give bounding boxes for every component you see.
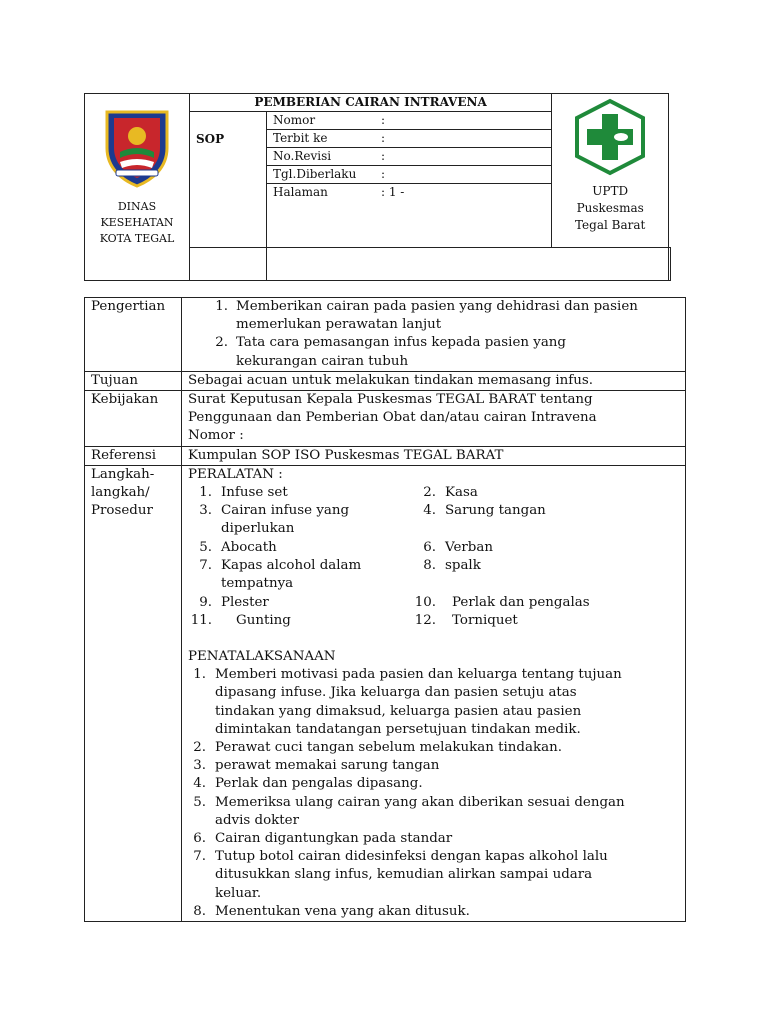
value-prosedur [182, 465, 686, 921]
list-item: 6. Cairan digantungkan pada standar [193, 831, 453, 847]
signature-cell-left [190, 248, 267, 281]
row-tujuan [85, 371, 686, 390]
list-item: 1. Memberikan cairan pada pasien yang dehidrasi dan pasien memerlukan perawatan lanjut [215, 299, 638, 333]
document-title: PEMBERIAN CAIRAN INTRAVENA [190, 94, 552, 112]
row-kebijakan [85, 391, 686, 447]
pengertian-list [188, 298, 681, 371]
list-item: 8. spalk [423, 558, 481, 574]
peralatan-list [188, 484, 681, 648]
list-item: 5. Memeriksa ulang cairan yang akan diberikan sesuai dengan advis dokter [193, 794, 625, 828]
label-kebijakan: Kebijakan [85, 391, 182, 447]
penatalaksanaan-list [188, 666, 681, 921]
row-referensi [85, 446, 686, 465]
list-item: 3. Cairan infuse yang diperlukan [199, 503, 350, 537]
list-item: 2. Perawat cuci tangan sebelum melakukan tindakan. [193, 740, 562, 756]
list-item: 5. Abocath [199, 540, 277, 556]
value-pengertian [182, 298, 686, 372]
dept-name: DINAS KESEHATAN KOTA TEGAL [99, 200, 175, 245]
row-pengertian [85, 298, 686, 372]
doc-field-tgl: Tgl.Diberlaku : [267, 165, 552, 183]
signature-cell-middle [267, 248, 669, 281]
value-kebijakan: Surat Keputusan Kepala Puskesmas TEGAL BARAT tentang Penggunaan dan Pemberian Obat dan/atau cairan Intravena Nomor : [182, 391, 686, 447]
list-item: 3. perawat memakai sarung tangan [193, 758, 440, 774]
value-referensi: Kumpulan SOP ISO Puskesmas TEGAL BARAT [182, 446, 686, 465]
list-item: 9. Plester [199, 595, 269, 611]
label-prosedur: Langkah- langkah/ Prosedur [85, 465, 182, 921]
org-name: UPTD Puskesmas Tegal Barat [574, 184, 646, 232]
list-item: 4. Perlak dan pengalas dipasang. [193, 776, 423, 792]
label-pengertian: Pengertian [85, 298, 182, 372]
puskesmas-logo-icon [569, 98, 651, 176]
list-item: 4. Sarung tangan [423, 503, 546, 519]
list-item: 8. Menentukan vena yang akan ditusuk. [193, 903, 470, 919]
list-item: 11. Gunting [190, 613, 291, 629]
list-item: 10. Perlak dan pengalas [414, 595, 590, 611]
label-referensi: Referensi [85, 446, 182, 465]
value-tujuan: Sebagai acuan untuk melakukan tindakan memasang infus. [182, 371, 686, 390]
list-item: 7. Tutup botol cairan didesinfeksi dengan kapas alkohol lalu ditusukkan slang infus, kemudian alirkan sampai udara keluar. [193, 849, 608, 901]
list-item: 1. Memberi motivasi pada pasien dan keluarga tentang tujuan dipasang infuse. Jika keluarga dan pasien setuju atas tindakan yang dimaksud, keluarga pasien atau pasien dimintakan tandatangan persetujuan tindakan medik. [193, 667, 622, 737]
sop-label: SOP [190, 111, 267, 247]
org-cell [552, 94, 669, 248]
sop-header-table [84, 93, 671, 281]
doc-field-revisi: No.Revisi : [267, 147, 552, 165]
doc-field-terbit: Terbit ke : [267, 129, 552, 147]
dept-cell [85, 94, 190, 281]
list-item: 12. Torniquet [414, 613, 518, 629]
peralatan-title: PERALATAN : [188, 466, 283, 482]
list-item: 2. Kasa [423, 485, 478, 501]
signature-cell-right [669, 248, 671, 281]
row-prosedur [85, 465, 686, 921]
doc-field-halaman: Halaman : 1 - [267, 183, 552, 247]
list-item: 7. Kapas alcohol dalam tempatnya [199, 558, 362, 592]
label-tujuan: Tujuan [85, 371, 182, 390]
doc-field-nomor: Nomor : [267, 111, 552, 129]
list-item: 6. Verban [423, 540, 493, 556]
tegal-city-crest-icon [102, 108, 172, 190]
list-item: 1. Infuse set [199, 485, 288, 501]
list-item: 2. Tata cara pemasangan infus kepada pasien yang kekurangan cairan tubuh [215, 335, 566, 369]
penatalaksanaan-title: PENATALAKSANAAN [188, 649, 336, 665]
sop-content-table [84, 297, 686, 922]
